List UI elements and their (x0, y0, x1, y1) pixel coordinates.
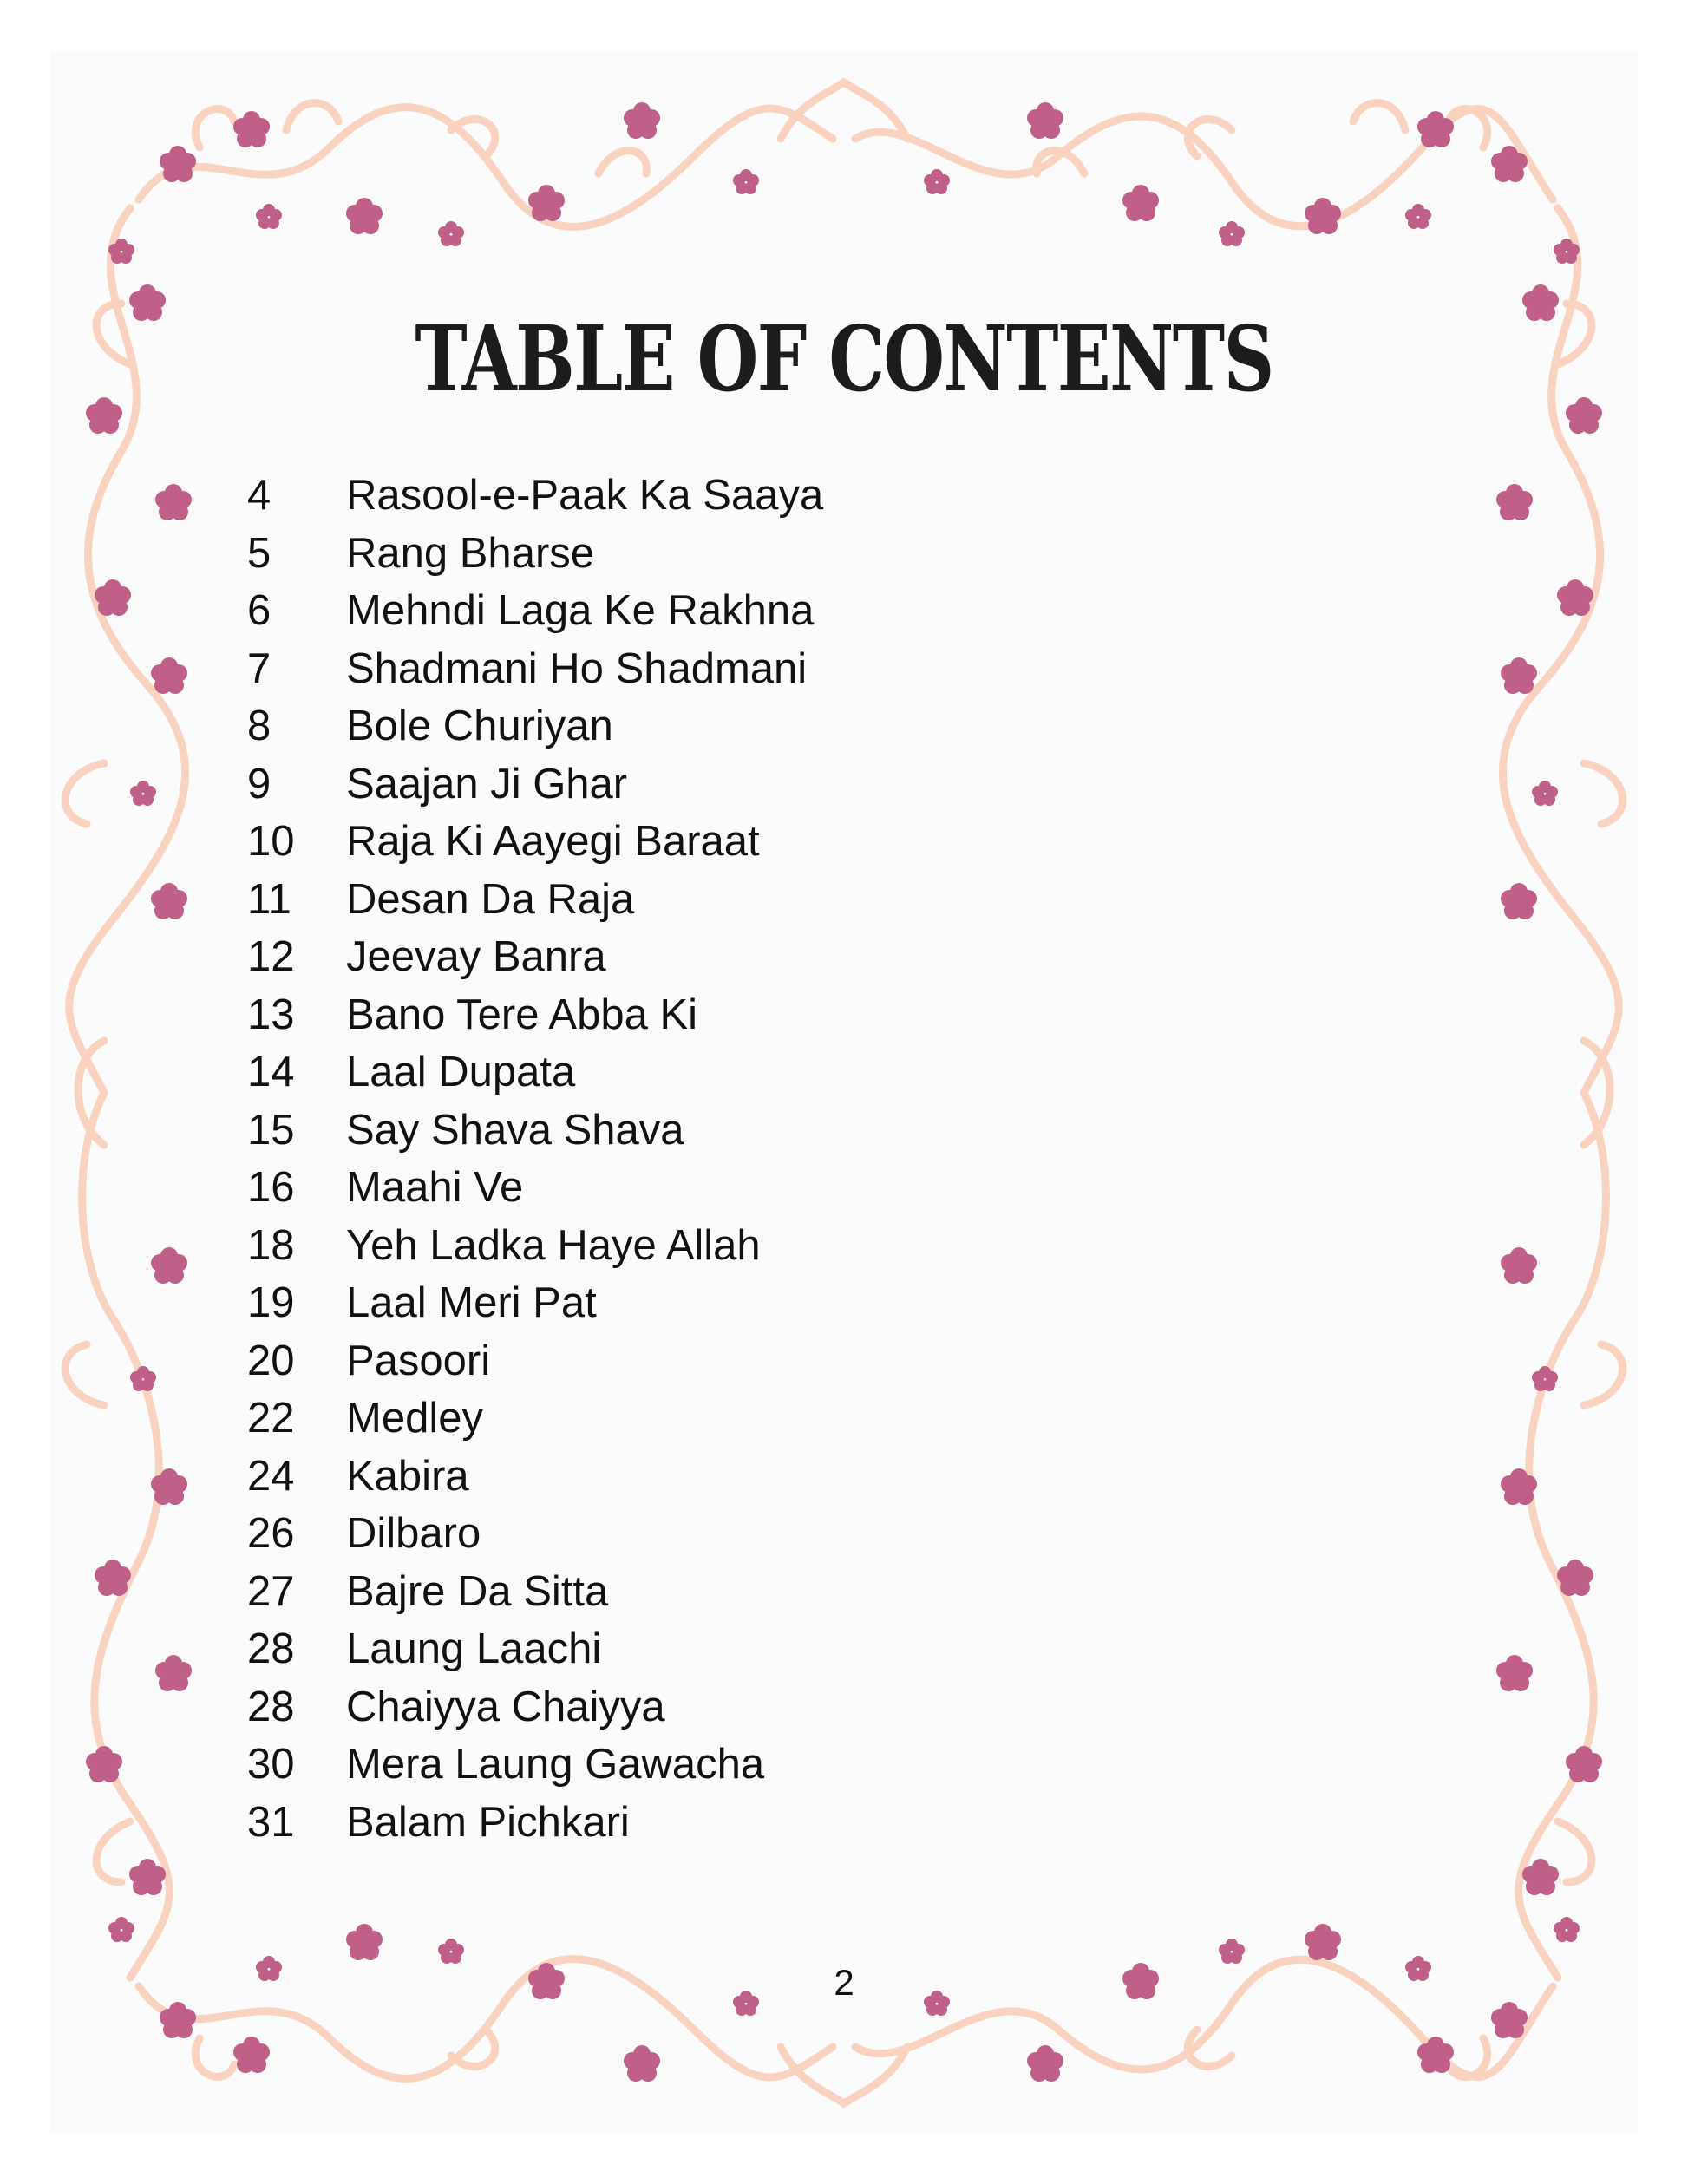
toc-page-number: 14 (247, 1049, 295, 1095)
toc-page-number: 28 (247, 1625, 295, 1672)
toc-page-number: 28 (247, 1683, 295, 1730)
toc-entry-title: Pasoori (346, 1337, 491, 1384)
toc-entry (247, 813, 823, 871)
toc-entry-title: Kabira (346, 1452, 469, 1500)
toc-entry (247, 1448, 823, 1506)
toc-page-number: 24 (247, 1452, 295, 1500)
toc-entry-title: Balam Pichkari (346, 1798, 630, 1846)
toc-page-number: 16 (247, 1164, 295, 1211)
toc-entry-title: Shadmani Ho Shadmani (346, 644, 808, 692)
toc-page-number: 26 (247, 1510, 295, 1557)
toc-entry-title: Laung Laachi (346, 1625, 602, 1672)
toc-entry (247, 928, 823, 986)
toc-entry-title: Laal Dupata (346, 1049, 576, 1095)
toc-entry-title: Bole Churiyan (346, 703, 613, 749)
toc-page-number: 12 (247, 933, 295, 980)
toc-entry (247, 1794, 823, 1852)
toc-page-number: 27 (247, 1567, 295, 1615)
toc-entry (247, 1332, 823, 1390)
toc-page-number: 10 (247, 818, 295, 865)
toc-entry (247, 1102, 823, 1160)
toc-page-number: 22 (247, 1395, 295, 1442)
toc-page-number: 6 (247, 587, 272, 634)
toc-entry (247, 1678, 823, 1736)
toc-entry (247, 755, 823, 814)
toc-page-number: 4 (247, 472, 272, 519)
toc-entry (247, 1563, 823, 1621)
toc-entry-title: Chaiyya Chaiyya (346, 1683, 665, 1730)
toc-entry (247, 1390, 823, 1448)
toc-entry-title: Dilbaro (346, 1510, 481, 1557)
toc-list (247, 467, 823, 1851)
toc-page-number: 9 (247, 760, 272, 808)
toc-entry (247, 697, 823, 755)
toc-entry-title: Mehndi Laga Ke Rakhna (346, 587, 815, 634)
toc-entry-title: Maahi Ve (346, 1164, 524, 1211)
toc-entry-title: Raja Ki Aayegi Baraat (346, 818, 760, 865)
toc-entry (247, 1274, 823, 1332)
toc-entry (247, 1159, 823, 1217)
toc-entry-title: Jeevay Banra (346, 933, 606, 980)
toc-entry (247, 1620, 823, 1678)
toc-page-number: 30 (247, 1741, 295, 1788)
toc-entry (247, 582, 823, 640)
toc-page-number: 15 (247, 1106, 295, 1154)
toc-page-number: 8 (247, 703, 272, 749)
page-title: TABLE OF CONTENTS (415, 305, 1273, 412)
toc-entry (247, 1043, 823, 1102)
toc-page-number: 13 (247, 991, 295, 1038)
toc-entry (247, 986, 823, 1044)
toc-entry (247, 1736, 823, 1794)
toc-page-number: 20 (247, 1337, 295, 1384)
toc-page-number: 31 (247, 1798, 295, 1846)
page-number: 2 (834, 1962, 854, 2003)
toc-entry (247, 1505, 823, 1563)
toc-entry-title: Mera Laung Gawacha (346, 1741, 765, 1788)
toc-entry (247, 871, 823, 929)
toc-entry-title: Say Shava Shava (346, 1106, 684, 1154)
toc-page-number: 5 (247, 529, 272, 577)
toc-entry-title: Bano Tere Abba Ki (346, 991, 698, 1038)
toc-entry (247, 1217, 823, 1275)
toc-entry-title: Rasool-e-Paak Ka Saaya (346, 472, 824, 519)
toc-entry-title: Yeh Ladka Haye Allah (346, 1221, 761, 1269)
toc-entry (247, 525, 823, 583)
toc-entry (247, 640, 823, 698)
toc-entry (247, 467, 823, 525)
toc-entry-title: Medley (346, 1395, 483, 1442)
toc-entry-title: Saajan Ji Ghar (346, 760, 628, 808)
toc-page-number: 11 (247, 875, 291, 923)
toc-page-number: 19 (247, 1279, 295, 1326)
toc-entry-title: Desan Da Raja (346, 875, 635, 923)
toc-page-number: 18 (247, 1221, 295, 1269)
toc-page-number: 7 (247, 644, 272, 692)
toc-entry-title: Bajre Da Sitta (346, 1567, 609, 1615)
toc-entry-title: Laal Meri Pat (346, 1279, 597, 1326)
toc-entry-title: Rang Bharse (346, 529, 595, 577)
